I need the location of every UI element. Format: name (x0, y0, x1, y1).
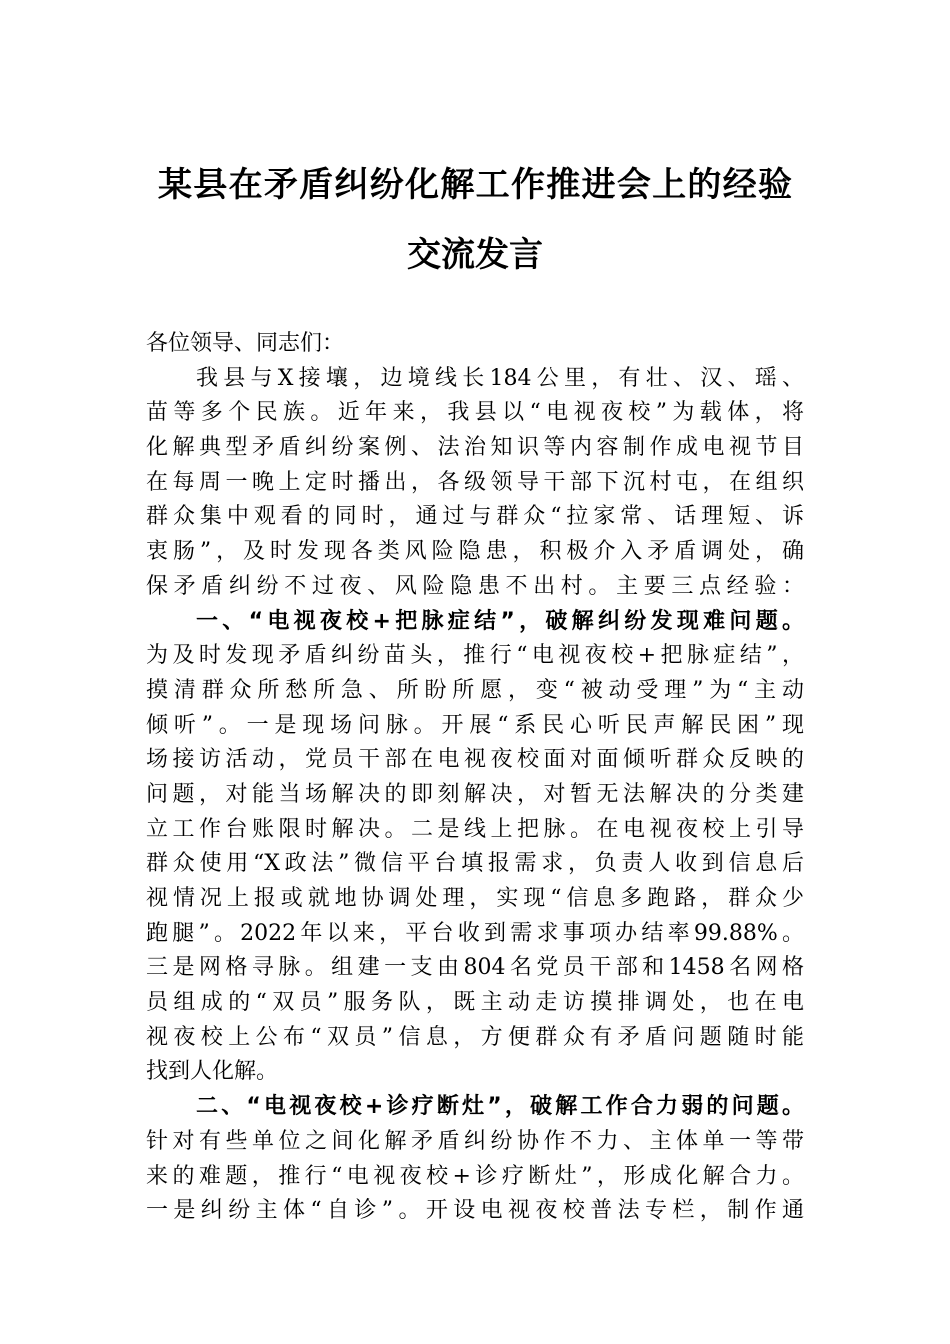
text-line: 场接访活动，党员干部在电视夜校面对面倾听群众反映的 (146, 747, 804, 773)
text-line: 为及时发现矛盾纠纷苗头，推行“电视夜校+把脉症结”， (146, 643, 804, 669)
text-line: 各位领导、同志们： (146, 331, 345, 356)
text-line: 三是网格寻脉。组建一支由804名党员干部和1458名网格 (146, 955, 804, 981)
paragraph (146, 1125, 804, 1229)
section-heading (146, 605, 804, 640)
text-line: 在每周一晚上定时播出，各级领导干部下沉村屯，在组织 (146, 469, 804, 495)
text-line: 保矛盾纠纷不过夜、风险隐患不出村。主要三点经验： (146, 573, 804, 599)
text-line: 立工作台账限时解决。二是线上把脉。在电视夜校上引导 (146, 816, 804, 842)
text-line: 摸清群众所愁所急、所盼所愿，变“被动受理”为“主动 (146, 677, 804, 703)
text-line: 倾听”。一是现场问脉。开展“系民心听民声解民困”现 (146, 712, 804, 738)
text-line: 视情况上报或就地协调处理，实现“信息多跑路，群众少 (146, 886, 804, 911)
text-line: 一、“电视夜校+把脉症结”，破解纠纷发现难问题。 (196, 608, 804, 634)
text-line: 来的难题，推行“电视夜校+诊疗断灶”，形成化解合力。 (146, 1163, 804, 1189)
text-line: 针对有些单位之间化解矛盾纠纷协作不力、主体单一等带 (146, 1128, 804, 1154)
text-line: 群众集中观看的同时，通过与群众“拉家常、话理短、诉 (146, 504, 804, 530)
text-line: 一是纠纷主体“自诊”。开设电视夜校普法专栏，制作通 (146, 1198, 804, 1224)
paragraph (146, 362, 804, 605)
document-title-line-2: 交流发言 (407, 235, 543, 275)
text-line: 二、“电视夜校+诊疗断灶”，破解工作合力弱的问题。 (196, 1094, 804, 1120)
text-line: 衷肠”，及时发现各类风险隐患，积极介入矛盾调处，确 (146, 539, 804, 565)
document-body (146, 327, 804, 1229)
salutation (146, 327, 804, 362)
paragraph (146, 639, 804, 1090)
text-line: 问题，对能当场解决的即刻解决，对暂无法解决的分类建 (146, 781, 804, 807)
text-line: 视夜校上公布“双员”信息，方便群众有矛盾问题随时能 (146, 1024, 804, 1050)
section-heading (146, 1090, 804, 1125)
text-line: 群众使用“X政法”微信平台填报需求，负责人收到信息后 (146, 851, 804, 877)
text-line: 化解典型矛盾纠纷案例、法治知识等内容制作成电视节目 (146, 435, 804, 461)
text-line: 苗等多个民族。近年来，我县以“电视夜校”为载体，将 (146, 400, 804, 426)
text-line: 找到人化解。 (146, 1059, 279, 1085)
document-title-line-1: 某县在矛盾纠纷化解工作推进会上的经验 (158, 165, 792, 205)
text-line: 跑腿”。2022年以来，平台收到需求事项办结率99.88%。 (146, 920, 804, 946)
text-line: 我县与X接壤，边境线长184公里，有壮、汉、瑶、 (196, 365, 804, 391)
text-line: 员组成的“双员”服务队，既主动走访摸排调处，也在电 (146, 990, 804, 1016)
